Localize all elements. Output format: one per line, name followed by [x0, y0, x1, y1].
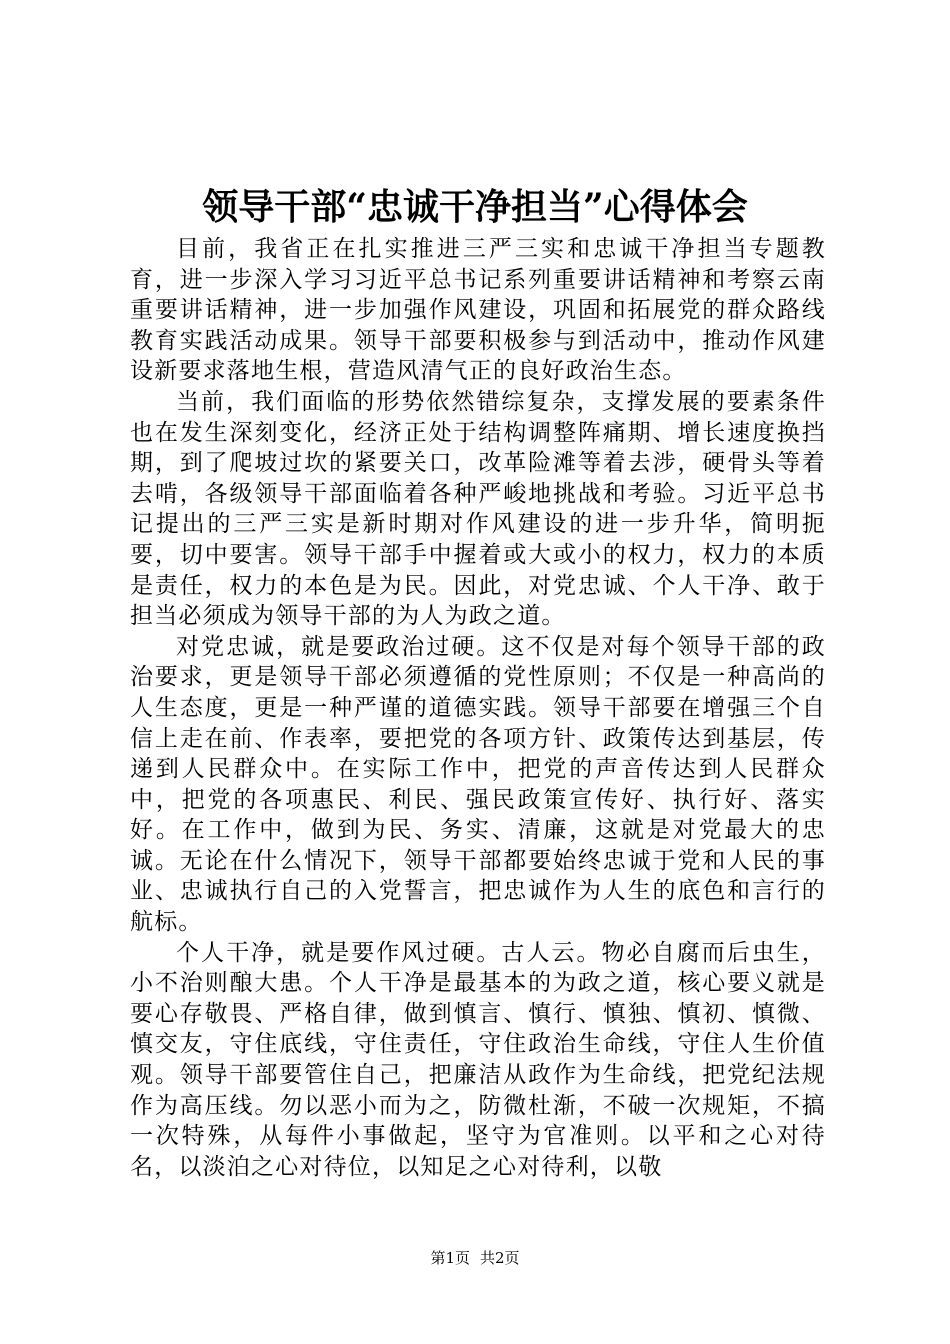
- page-number: 第1页: [430, 1249, 470, 1267]
- page-footer: [0, 1248, 950, 1268]
- paragraph: 目前，我省正在扎实推进三严三实和忠诚干净担当专题教育，进一步深入学习习近平总书记系列重要讲话精神和考察云南重要讲话精神，进一步加强作风建设，巩固和拓展党的群众路线教育实践活动成果。领导干部要积极参与到活动中，推动作风建设新要求落地生根，营造风清气正的良好政治生态。: [130, 236, 826, 385]
- paragraph: 对党忠诚，就是要政治过硬。这不仅是对每个领导干部的政治要求，更是领导干部必须遵循的党性原则；不仅是一种高尚的人生态度，更是一种严谨的道德实践。领导干部要在增强三个自信上走在前、作表率，要把党的各项方针、政策传达到基层，传递到人民群众中。在实际工作中，把党的声音传达到人民群众中，把党的各项惠民、利民、强民政策宣传好、执行好、落实好。在工作中，做到为民、务实、清廉，这就是对党最大的忠诚。无论在什么情况下，领导干部都要始终忠诚于党和人民的事业、忠诚执行自己的入党誓言，把忠诚作为人生的底色和言行的航标。: [130, 633, 826, 936]
- paragraph: 当前，我们面临的形势依然错综复杂，支撑发展的要素条件也在发生深刻变化，经济正处于结构调整阵痛期、增长速度换挡期，到了爬坡过坎的紧要关口，改革险滩等着去涉，硬骨头等着去啃，各级领导干部面临着各种严峻地挑战和考验。习近平总书记提出的三严三实是新时期对作风建设的进一步升华，简明扼要，切中要害。领导干部手中握着或大或小的权力，权力的本质是责任，权力的本色是为民。因此，对党忠诚、个人干净、敢于担当必须成为领导干部的为人为政之道。: [130, 388, 826, 630]
- page-total: 共2页: [480, 1249, 520, 1267]
- document-body: [130, 234, 826, 1182]
- paragraph: 个人干净，就是要作风过硬。古人云。物必自腐而后虫生，小不治则酿大患。个人干净是最基本的为政之道，核心要义就是要心存敬畏、严格自律，做到慎言、慎行、慎独、慎初、慎微、慎交友，守住底线，守住责任，守住政治生命线，守住人生价值观。领导干部要管住自己，把廉洁从政作为生命线，把党纪法规作为高压线。勿以恶小而为之，防微杜渐，不破一次规矩，不搞一次特殊，从每件小事做起，坚守为官准则。以平和之心对待名，以淡泊之心对待位，以知足之心对待利，以敬: [130, 939, 826, 1180]
- document-title: 领导干部“忠诚干净担当”心得体会: [202, 186, 748, 228]
